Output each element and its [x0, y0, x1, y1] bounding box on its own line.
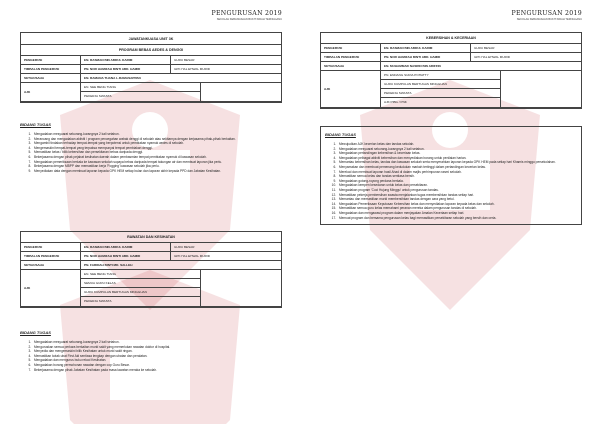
ajk-member: PN. ENDANG SURIA POHATTY	[381, 71, 501, 80]
list-item: 7. Bekerjasama dengan pihak Jabatan Kesihatan pada masa lawatan meraka ke sekolah.	[32, 368, 282, 373]
list-item: 2. Mengadakan mesyuarat sekurang-kurangnya 2 kali setahun.	[337, 147, 577, 152]
row-label: TIMBALAN PENGERUSI	[321, 53, 381, 61]
row-label: TIMBALAN PENGERUSI	[21, 65, 81, 73]
ajk-member: PEKERJA SWASTA	[81, 297, 201, 306]
row-label: TIMBALAN PENGERUSI	[21, 252, 81, 260]
page-header	[512, 10, 582, 21]
ajk-member: EN. SEE BENG TIANG	[81, 270, 201, 279]
row-name: PN. NOR HAMIZAH BINTI ABD. HAMID	[81, 65, 171, 73]
table-row	[21, 243, 281, 252]
list-item: 13. Memantau dan memastikan murid membersihkan tandas dengan cara yang betul.	[337, 197, 577, 202]
row-role: GPK HAL EHWAL MURID	[474, 55, 510, 59]
list-item: 8. Bekerjasama dengan MBPP dan memastikan kerja 'Fogging' kawasan sekolah jika perlu.	[32, 164, 282, 169]
list-item: 15. Memastikan semua guru kelas memahami peranan mereka dalam pengurusan tandas di sekolah.	[337, 206, 577, 211]
committee-table-health	[20, 231, 282, 308]
row-name: PN. NOR HAMIZAH BINTI ABD. HAMID	[381, 53, 471, 61]
list-item: 3. Mengambil tindakan terhadap tempat-tempat yang berpotensi untuk pembiakan nyamuk aedes di sekolah.	[32, 141, 282, 146]
row-role: GPK HAL EHWAL MURID	[174, 67, 210, 71]
list-item: 3. Menyedia dan mengemaskini bilik Kesihatan untuk murid sakit ringan.	[32, 349, 282, 354]
list-item: 11. Mengadakan program 'Cuci Hujung Minggu' untuk pengurusan tandas.	[337, 188, 577, 193]
row-name: PN. NOR HAMIZAH BINTI ABD. HAMID	[81, 252, 171, 260]
list-item: 17. Memuat program dan bersama pengurusan kelas bagi memastikan persekitaran sekolah yang bersih dan ceria.	[337, 216, 577, 221]
ajk-label: AJK	[321, 71, 381, 107]
row-name: EN. RASMAN BIN ABDUL KARIM	[81, 243, 171, 251]
row-label: SETIAUSAHA	[21, 261, 81, 269]
list-item: 9. Menyediakan data dengan membuat laporan kepada GPK HEM setiap bulan dan laporan akhir kepada PPD dan Jabatan Kesihatan.	[32, 169, 282, 174]
row-label: SETIAUSAHA	[321, 62, 381, 70]
row-name: EN. RASMAN BIN ABDUL KARIM	[81, 56, 171, 64]
ajk-label: AJK	[21, 270, 81, 306]
committee-table-cleanliness	[320, 32, 582, 109]
section-title: RAWATAN DAN KESIHATAN	[21, 232, 281, 243]
row-role: GURU BESAR	[174, 58, 195, 62]
list-item: 8. Memastikan semua kelas dan tandas sentiasa bersih.	[337, 174, 577, 179]
ajk-row	[21, 83, 281, 102]
table-row	[21, 252, 281, 261]
row-label: SETIAUSAHA	[21, 74, 81, 82]
list-item: 12. Memastikan pekerja pembersihan swasta menjalankan tugas membersihkan tandas setiap hari.	[337, 193, 577, 198]
row-role: GURU BESAR	[474, 46, 495, 50]
duties-title: BIDANG TUGAS	[325, 132, 356, 137]
list-item: 1. Mengadakan mesyuarat sekurang-kurangnya 2 kali setahun.	[32, 132, 282, 137]
ajk-member: EN. SEE BENG TIANG	[81, 83, 201, 92]
list-item: 16. Mengadakan dan mengawasi program dalam menjayakan Amalan Keceriaan setiap hari.	[337, 211, 577, 216]
ajk-member: AJK PIBG / PNK	[381, 98, 501, 107]
list-item: 2. Merancang dan mengadakan aktiviti / program pencegahan wabak denggi di sekolah atau sekitarnya dengan kerjasama pihak-pihak berkaitan.	[32, 137, 282, 142]
doc-title: JAWATANKUASA UNIT 3K	[21, 33, 281, 45]
header-subtitle: SEKOLAH KEBANGSAAN BUKIT INDAH TERNGGANU	[516, 18, 582, 21]
list-item: 5. Memantau kebersihan kelas, tandas dan kawasan sekolah serta menyerahkan laporan kepada GPK HEM pada setiap hari Khamis minggu persekolahan.	[337, 160, 577, 165]
list-item: 1. Mengadakan mesyuarat sekurang-kurangnya 2 kali setahun.	[32, 340, 282, 345]
duties-list-health	[20, 330, 282, 372]
table-row	[21, 65, 281, 74]
list-item: 4. Mengadakan pelbagai aktiviti kebersihan dan menyediakan borang untuk penilaian harian.	[337, 156, 577, 161]
list-item: 6. Menyamakan dan membuat pemenang kedudukan markah tertinggi dalam pertandingan kecerian kelas.	[337, 165, 577, 170]
row-name: PN. FARIDAH BINTI MD. SALLEH	[84, 263, 133, 267]
list-item: 2. Menguruskan semua perkara berkaitan murid sakit yang memerlukan rawatan doktor di hospital.	[32, 345, 282, 350]
page-right	[300, 0, 600, 424]
duties-list-aedes	[20, 122, 282, 173]
list-item: 9. Mengadakan gotong-royong perdana berkala.	[337, 179, 577, 184]
table-row	[321, 62, 581, 71]
table-row	[21, 74, 281, 83]
list-item: 4. Mengemaskini tempat-tempat yang terpaksa mempunyai tempat pembiakan denggi.	[32, 146, 282, 151]
row-name: EN. MUHAMMAD NASRIN BIN ARIFFIN	[384, 64, 441, 68]
duties-list-cleanliness	[320, 126, 582, 225]
section-title: PROGRAM BEBAS AEDES & DENGGI	[21, 45, 281, 56]
list-item: 5. Mengadakan dan mengurus buku rekod Kesihatan.	[32, 358, 282, 363]
ajk-row	[321, 71, 581, 108]
list-item: 5. Memastikan kelas / bilik kebersihan dan persekitaran bebas daripada denggi.	[32, 150, 282, 155]
row-label: PENGERUSI	[21, 243, 81, 251]
row-name: EN. RAMANA THANA L.RAMASAPPAN	[84, 76, 141, 80]
ajk-member: GURU KUMPULAN BERTUGAS MINGGUAN	[381, 80, 501, 89]
list-item: 6. Mengadakan borang permohonan rawatan dengan cop Guru Besar.	[32, 363, 282, 368]
duties-title: BIDANG TUGAS	[20, 330, 51, 335]
row-name: EN. RASMAN BIN ABDUL KARIM	[381, 44, 471, 52]
row-role: GPK HAL EHWAL MURID	[174, 254, 210, 258]
list-item: 10. Mengadakan kempen kesedaran untuk kelas dan persekitaran.	[337, 183, 577, 188]
table-row	[321, 44, 581, 53]
list-item: 7. Mengadakan pemeriksaan berkala ke kawasan sekolah supaya bebas daripada tempat takungan air dan membuat laporan jika perlu.	[32, 160, 282, 165]
ajk-label: AJK	[21, 83, 81, 101]
table-row	[321, 53, 581, 62]
list-item: 3. Mengadakan pertandingan kebersihan & keceriaan kelas.	[337, 151, 577, 156]
list-item: 1. Mewujudkan AJK kecerian kelas dan tandas sekolah.	[337, 142, 577, 147]
row-role: GURU BESAR	[174, 245, 195, 249]
list-item: 7. Merekod dan membuat laporan hasil Ahad di dalam majlis perhimpunan rasmi sekolah.	[337, 170, 577, 175]
row-label: PENGERUSI	[321, 44, 381, 52]
row-label: PENGERUSI	[21, 56, 81, 64]
list-item: 6. Bekerjasama dengan pihak pejabat kesihatan daerah dalam pembasmian tempat pembiakan nyamuk di kawasan sekolah.	[32, 155, 282, 160]
ajk-member: PEKERJA SWASTA	[81, 92, 201, 101]
list-item: 4. Memastikan kotak ubat First Aid sentiasa lengkap dengan ubatan dan peralatan.	[32, 354, 282, 359]
list-item: 14. Mengadakan Pemeriksaan Keputusan Kebersihan kelas dan menyediakan laporan kepada kelas dan sekolah.	[337, 202, 577, 207]
header-title: PENGURUSAN 2019	[511, 10, 582, 17]
ajk-member: GURU KUMPULAN BERTUGAS MINGGUAN	[81, 288, 201, 297]
committee-table-aedes	[20, 32, 282, 103]
ajk-member: PEKERJA SWASTA	[381, 89, 501, 98]
ajk-member: SEMUA GURU KELAS	[81, 279, 201, 288]
page-header	[212, 10, 282, 21]
header-title: PENGURUSAN 2019	[211, 10, 282, 17]
table-row	[21, 261, 281, 270]
section-title: KEBERSIHAN & KECERIAAN	[321, 33, 581, 44]
table-row	[21, 56, 281, 65]
ajk-row	[21, 270, 281, 307]
duties-title: BIDANG TUGAS	[20, 122, 51, 127]
header-subtitle: SEKOLAH KEBANGSAAN BUKIT INDAH TERNGGANU	[216, 18, 282, 21]
